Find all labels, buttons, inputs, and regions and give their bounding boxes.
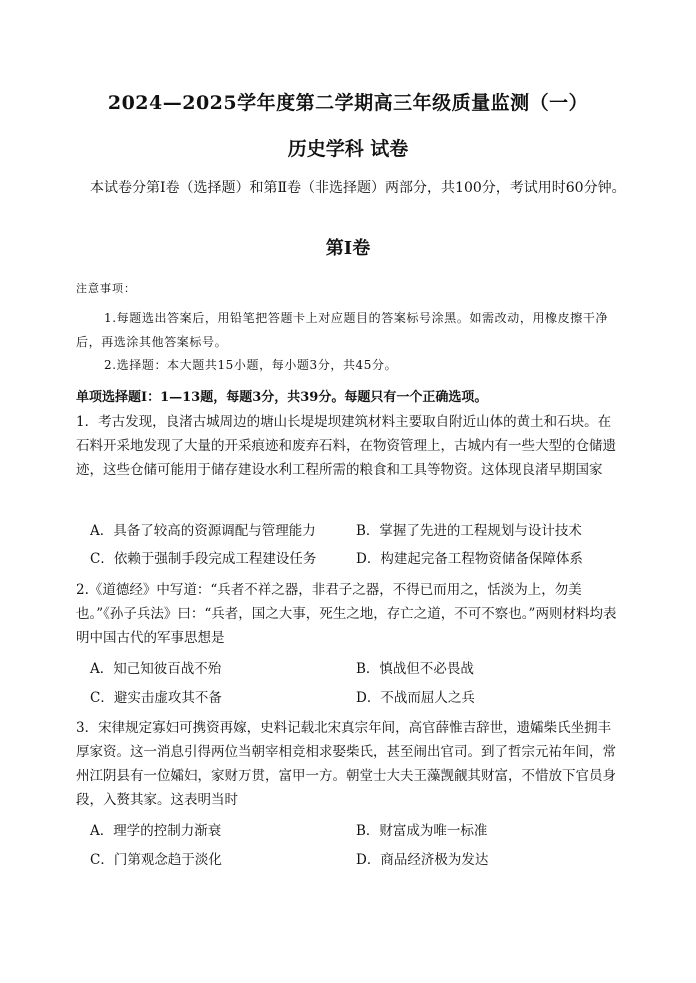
question-1-option-d: D．构建起完备工程物资储备保障体系 (356, 551, 583, 567)
question-3-option-a: A．理学的控制力渐衰 (90, 823, 222, 839)
question-3-option-d: D．商品经济极为发达 (356, 852, 489, 868)
question-3-stem: 3．宋律规定寡妇可携资再嫁，史料记载北宋真宗年间，高官薛惟吉辞世，遗孀柴氏坐拥丰厚家资。这一消息引得两位当朝宰相竞相求娶柴氏，甚至闹出官司。到了哲宗元祐年间，常州江阴县有一位孀妇，家财万贯，富甲一方。朝堂士大夫王藻觊觎其财富，不惜放下官员身段，入赘其家。这表明当时 (76, 720, 616, 808)
notice-heading: 注意事项： (76, 282, 136, 295)
notice-item-2: 2.选择题：本大题共15小题，每小题3分，共45分。 (104, 358, 398, 372)
question-2-option-d: D．不战而屈人之兵 (356, 690, 475, 706)
exam-title: 2024—2025学年度第二学期高三年级质量监测（一） (107, 92, 589, 114)
part-heading: 单项选择题Ⅰ：1—13题，每题3分，共39分。每题只有一个正确选项。 (76, 390, 488, 405)
question-1-stem: 1．考古发现，良渚古城周边的塘山长堤堤坝建筑材料主要取自附近山体的黄土和石块。在石料开采地发现了大量的开采痕迹和废弃石料，在物资管理上，古城内有一些大型的仓储遗迹，这些仓储可能用于储存建设水利工程所需的粮食和工具等物资。这体现良渚早期国家 (76, 414, 616, 478)
question-1-option-a: A．具备了较高的资源调配与管理能力 (90, 523, 316, 539)
question-2-stem: 2.《道德经》中写道：“兵者不祥之器，非君子之器，不得已而用之，恬淡为上，勿美也。”《孙子兵法》曰：“兵者，国之大事，死生之地，存亡之道，不可不察也。”两则材料均表明中国古代的军事思想是 (76, 582, 617, 646)
notice-item-1: 1.每题选出答案后，用铅笔把答题卡上对应题目的答案标号涂黑。如需改动，用橡皮擦干净后，再选涂其他答案标号。 (76, 311, 609, 349)
question-3-option-c: C．门第观念趋于淡化 (90, 852, 222, 868)
question-2-option-b: B．慎战但不必畏战 (356, 661, 474, 677)
section-title: 第Ⅰ卷 (325, 238, 371, 259)
question-2-option-a: A．知己知彼百战不殆 (90, 661, 222, 677)
question-1-option-c: C．依赖于强制手段完成工程建设任务 (90, 551, 317, 567)
exam-subtitle: 历史学科 试卷 (287, 138, 409, 160)
question-1-option-b: B．掌握了先进的工程规划与设计技术 (356, 523, 582, 539)
exam-intro: 本试卷分第Ⅰ卷（选择题）和第Ⅱ卷（非选择题）两部分，共100分，考试用时60分钟。 (90, 180, 626, 196)
question-3-option-b: B．财富成为唯一标准 (356, 823, 488, 839)
question-2-option-c: C．避实击虚攻其不备 (90, 690, 222, 706)
